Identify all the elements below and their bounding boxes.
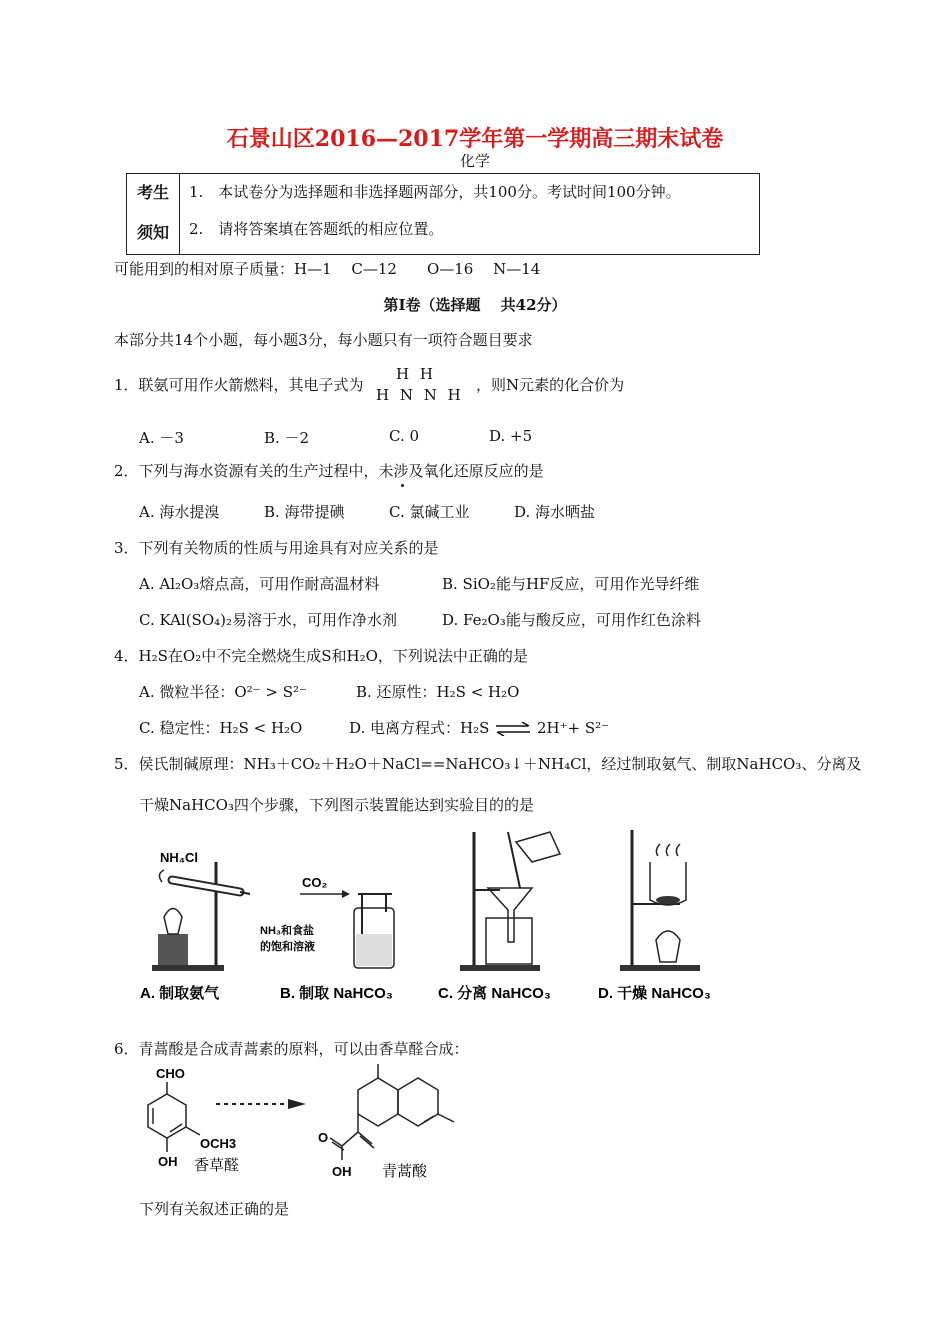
reversible-arrow-icon	[494, 722, 532, 736]
label-solution-2: 的饱和溶液	[260, 941, 315, 953]
q4-option-c: C. 稳定性：H₂S < H₂O	[139, 719, 303, 737]
exam-title: 石景山区2016—2017学年第一学期高三期末试卷	[226, 126, 724, 152]
q2-option-b: B. 海带提碘	[264, 503, 345, 521]
apparatus-b	[260, 875, 394, 968]
q3-option-b: B. SiO₂能与HF反应，可用作光导纤维	[442, 575, 700, 593]
ring-right	[398, 1078, 438, 1126]
stand-base	[620, 965, 700, 971]
alcohol-lamp	[656, 931, 680, 962]
notice-label-2: 须知	[137, 223, 170, 242]
q3-option-d: D. Fe₂O₃能与酸反应，可用作红色涂料	[442, 611, 701, 629]
arrow-icon	[342, 890, 350, 898]
funnel	[488, 888, 532, 942]
q2-stem-a: 2．下列与海水资源有关的生产过程中，	[114, 462, 379, 480]
candidate-notice-box	[126, 173, 760, 255]
q1-formula-top: H H	[396, 365, 436, 383]
q1-option-d: D. +5	[489, 427, 533, 445]
name-artemisinic-acid: 青蒿酸	[382, 1163, 428, 1180]
q4-option-a: A. 微粒半径：O²⁻ > S²⁻	[139, 683, 307, 701]
section-heading: 第Ⅰ卷（选择题 共42分）	[383, 296, 567, 314]
q6-stem: 6．青蒿酸是合成青蒿素的原料，可以由香草醛合成：	[114, 1040, 469, 1058]
stand-base	[460, 965, 540, 971]
q4-stem: 4．H₂S在O₂中不完全燃烧生成S和H₂O，下列说法中正确的是	[114, 647, 528, 665]
vanillin-structure	[148, 1066, 239, 1174]
q3-option-c: C. KAl(SO₄)₂易溶于水，可用作净水剂	[139, 611, 398, 629]
q4-option-d	[349, 717, 609, 738]
caption-c: C. 分离 NaHCO₃	[438, 985, 551, 1002]
steam-icon	[656, 844, 680, 856]
q1-option-a: A. －3	[139, 429, 184, 447]
glass-rod	[508, 832, 520, 888]
caption-a: A. 制取氨气	[140, 985, 220, 1002]
bottle-solution	[356, 934, 392, 966]
q2-option-d: D. 海水晒盐	[514, 503, 596, 521]
notice-item-2: 2. 请将答案填在答题纸的相应位置。	[189, 220, 444, 238]
q1-stem-b: ，则N元素的化合价为	[476, 376, 625, 394]
q1-formula-bottom: H N N H	[376, 386, 464, 404]
alcohol-lamp	[164, 909, 182, 935]
q3-stem: 3．下列有关物质的性质与用途具有对应关系的是	[114, 539, 439, 557]
q6-follow-up: 下列有关叙述正确的是	[139, 1200, 290, 1218]
notice-item-1: 1. 本试卷分为选择题和非选择题两部分，共100分。考试时间100分钟。	[189, 183, 681, 201]
q6-synthesis-figure	[120, 1060, 520, 1190]
apparatus-d	[620, 830, 700, 971]
beaker	[486, 918, 532, 964]
name-vanillin: 香草醛	[194, 1157, 240, 1174]
q1-option-b: B. －2	[264, 429, 310, 447]
q3-option-a: A. Al₂O₃熔点高，可用作耐高温材料	[139, 575, 380, 593]
q5-stem-line-1: 5．侯氏制碱原理：NH₃＋CO₂＋H₂O＋NaCl==NaHCO₃↓＋NH₄Cl，经过制取氨气、制取NaHCO₃、分离及	[114, 755, 862, 773]
pouring-beaker	[516, 832, 560, 862]
notice-label-1: 考生	[137, 183, 170, 202]
artemisinic-acid-structure	[318, 1064, 454, 1180]
lamp-block	[158, 934, 188, 965]
q2-stem	[114, 460, 544, 481]
q1-option-c: C. 0	[389, 427, 420, 445]
notice-header	[127, 174, 180, 254]
arrow-icon	[288, 1099, 306, 1109]
label-cho: CHO	[156, 1066, 185, 1081]
apparatus-a	[152, 850, 250, 971]
subject-label: 化学	[459, 152, 490, 170]
label-och3: OCH3	[200, 1136, 237, 1151]
stand-base	[152, 965, 224, 971]
caption-b: B. 制取 NaHCO₃	[280, 985, 393, 1002]
label-co2: CO₂	[302, 875, 328, 890]
label-acid-o: O	[318, 1130, 329, 1145]
label-acid-oh: OH	[332, 1164, 352, 1179]
q2-stem-emphasis: 未涉及	[378, 462, 424, 480]
q5-stem-line-2: 干燥NaHCO₃四个步骤，下列图示装置能达到实验目的的是	[139, 796, 534, 814]
q2-stem-b: 氧化还原反应的是	[423, 462, 544, 480]
q4-option-b: B. 还原性：H₂S < H₂O	[356, 683, 520, 701]
q2-option-c: C. 氯碱工业	[389, 503, 470, 521]
atomic-masses: 可能用到的相对原子质量：H—1 C—12 O—16 N—14	[114, 260, 541, 278]
section-intro: 本部分共14个小题，每小题3分，每小题只有一项符合题目要求	[114, 331, 533, 349]
q5-apparatus-figure	[120, 822, 740, 1012]
ring-left	[358, 1078, 398, 1126]
q1-stem-a: 1．联氨可用作火箭燃料，其电子式为	[114, 376, 364, 394]
q4-option-d-suffix: 2H⁺+ S²⁻	[536, 719, 610, 737]
label-oh: OH	[158, 1154, 178, 1169]
q2-option-a: A. 海水提溴	[139, 503, 220, 521]
apparatus-c	[460, 832, 560, 971]
label-solution-1: NH₃和食盐	[260, 925, 314, 937]
caption-d: D. 干燥 NaHCO₃	[598, 985, 711, 1002]
label-nh4cl: NH₄Cl	[160, 850, 198, 865]
q4-option-d-prefix: D. 电离方程式：H₂S	[349, 719, 490, 737]
